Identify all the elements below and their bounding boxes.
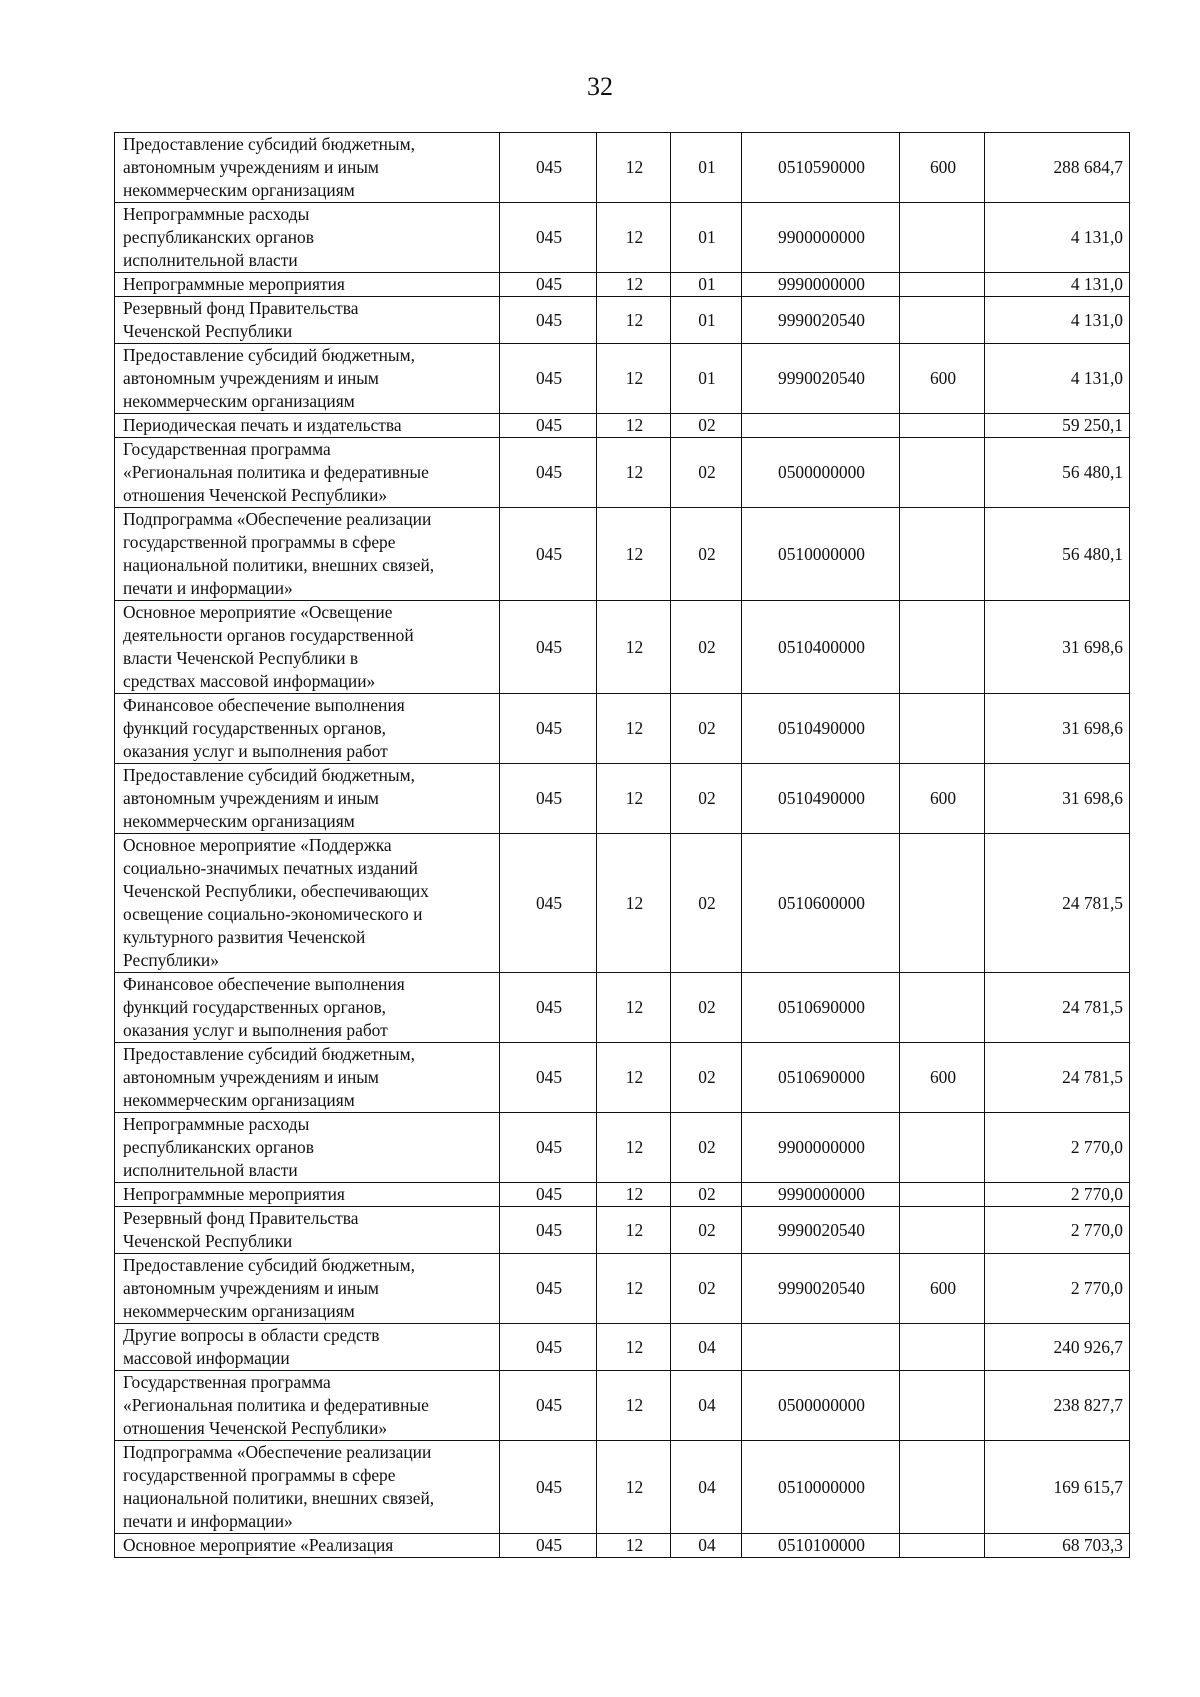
cell-grbs: 045 bbox=[500, 297, 597, 344]
item-name-line: Непрограммные расходы bbox=[123, 204, 310, 224]
cell-subsection: 01 bbox=[671, 203, 742, 273]
cell-amount: 2 770,0 bbox=[985, 1207, 1130, 1254]
cell-item-name bbox=[115, 344, 500, 414]
item-name-line: Основное мероприятие «Реализация bbox=[123, 1535, 394, 1555]
cell-expense-type bbox=[900, 834, 985, 973]
cell-subsection: 02 bbox=[671, 1254, 742, 1324]
cell-amount: 24 781,5 bbox=[985, 834, 1130, 973]
cell-subsection: 04 bbox=[671, 1534, 742, 1558]
cell-subsection: 02 bbox=[671, 1113, 742, 1183]
cell-expense-type: 600 bbox=[900, 1043, 985, 1113]
cell-target-article: 0510400000 bbox=[742, 601, 900, 694]
cell-expense-type bbox=[900, 1183, 985, 1207]
cell-expense-type bbox=[900, 1534, 985, 1558]
item-name-line: массовой информации bbox=[123, 1348, 290, 1368]
cell-section: 12 bbox=[597, 1371, 671, 1441]
table-row bbox=[115, 508, 1130, 601]
cell-subsection: 01 bbox=[671, 133, 742, 203]
cell-item-name bbox=[115, 414, 500, 438]
cell-target-article: 9990020540 bbox=[742, 1207, 900, 1254]
cell-target-article: 9990020540 bbox=[742, 1254, 900, 1324]
cell-amount: 4 131,0 bbox=[985, 273, 1130, 297]
item-name-line: социально-значимых печатных изданий bbox=[123, 858, 418, 878]
cell-amount: 59 250,1 bbox=[985, 414, 1130, 438]
cell-target-article: 9900000000 bbox=[742, 1113, 900, 1183]
item-name-line: государственной программы в сфере bbox=[123, 532, 396, 552]
item-name-line: Непрограммные мероприятия bbox=[123, 274, 345, 294]
table-row bbox=[115, 133, 1130, 203]
cell-section: 12 bbox=[597, 344, 671, 414]
cell-section: 12 bbox=[597, 297, 671, 344]
item-name-line: Чеченской Республики bbox=[123, 321, 293, 341]
cell-grbs: 045 bbox=[500, 1534, 597, 1558]
item-name-line: Государственная программа bbox=[123, 1372, 331, 1392]
cell-grbs: 045 bbox=[500, 1113, 597, 1183]
page-number: 32 bbox=[587, 72, 613, 101]
cell-target-article: 9990000000 bbox=[742, 1183, 900, 1207]
cell-grbs: 045 bbox=[500, 438, 597, 508]
table-row bbox=[115, 1324, 1130, 1371]
cell-grbs: 045 bbox=[500, 1371, 597, 1441]
item-name-line: некоммерческим организациям bbox=[123, 1301, 355, 1321]
cell-target-article: 0510690000 bbox=[742, 973, 900, 1043]
item-name-line: исполнительной власти bbox=[123, 1160, 298, 1180]
cell-grbs: 045 bbox=[500, 1441, 597, 1534]
cell-item-name bbox=[115, 1207, 500, 1254]
cell-expense-type bbox=[900, 1324, 985, 1371]
cell-amount: 68 703,3 bbox=[985, 1534, 1130, 1558]
table-row bbox=[115, 273, 1130, 297]
item-name-line: оказания услуг и выполнения работ bbox=[123, 741, 388, 761]
cell-amount: 31 698,6 bbox=[985, 764, 1130, 834]
cell-section: 12 bbox=[597, 973, 671, 1043]
item-name-line: национальной политики, внешних связей, bbox=[123, 1488, 435, 1508]
cell-amount: 2 770,0 bbox=[985, 1254, 1130, 1324]
cell-item-name bbox=[115, 1113, 500, 1183]
item-name-line: власти Чеченской Республики в bbox=[123, 648, 359, 668]
item-name-line: «Региональная политика и федеративные bbox=[123, 1395, 429, 1415]
table-row bbox=[115, 1043, 1130, 1113]
cell-subsection: 04 bbox=[671, 1371, 742, 1441]
cell-item-name bbox=[115, 273, 500, 297]
item-name-line: Предоставление субсидий бюджетным, bbox=[123, 1255, 415, 1275]
cell-grbs: 045 bbox=[500, 1254, 597, 1324]
cell-subsection: 02 bbox=[671, 508, 742, 601]
cell-item-name bbox=[115, 508, 500, 601]
item-name-line: Предоставление субсидий бюджетным, bbox=[123, 1044, 415, 1064]
item-name-line: Подпрограмма «Обеспечение реализации bbox=[123, 509, 432, 529]
cell-item-name bbox=[115, 203, 500, 273]
cell-expense-type bbox=[900, 601, 985, 694]
cell-section: 12 bbox=[597, 1324, 671, 1371]
cell-target-article: 9990020540 bbox=[742, 344, 900, 414]
table-row bbox=[115, 1254, 1130, 1324]
table-row bbox=[115, 1207, 1130, 1254]
cell-item-name bbox=[115, 1043, 500, 1113]
item-name-line: средствах массовой информации» bbox=[123, 671, 376, 691]
item-name-line: функций государственных органов, bbox=[123, 997, 387, 1017]
cell-expense-type bbox=[900, 297, 985, 344]
cell-grbs: 045 bbox=[500, 133, 597, 203]
cell-grbs: 045 bbox=[500, 273, 597, 297]
item-name-line: Чеченской Республики bbox=[123, 1231, 293, 1251]
cell-grbs: 045 bbox=[500, 694, 597, 764]
cell-item-name bbox=[115, 601, 500, 694]
cell-expense-type bbox=[900, 973, 985, 1043]
item-name-line: республиканских органов bbox=[123, 227, 314, 247]
cell-target-article: 0510590000 bbox=[742, 133, 900, 203]
cell-subsection: 02 bbox=[671, 694, 742, 764]
cell-target-article: 0510490000 bbox=[742, 764, 900, 834]
cell-grbs: 045 bbox=[500, 1207, 597, 1254]
cell-section: 12 bbox=[597, 1441, 671, 1534]
cell-subsection: 02 bbox=[671, 1207, 742, 1254]
cell-expense-type bbox=[900, 1207, 985, 1254]
cell-section: 12 bbox=[597, 1534, 671, 1558]
item-name-line: Предоставление субсидий бюджетным, bbox=[123, 765, 415, 785]
item-name-line: Предоставление субсидий бюджетным, bbox=[123, 345, 415, 365]
cell-section: 12 bbox=[597, 438, 671, 508]
item-name-line: Предоставление субсидий бюджетным, bbox=[123, 134, 415, 154]
cell-item-name bbox=[115, 438, 500, 508]
item-name-line: Республики» bbox=[123, 950, 219, 970]
cell-target-article: 0510690000 bbox=[742, 1043, 900, 1113]
item-name-line: «Региональная политика и федеративные bbox=[123, 462, 429, 482]
cell-item-name bbox=[115, 1254, 500, 1324]
table-row bbox=[115, 438, 1130, 508]
cell-expense-type bbox=[900, 414, 985, 438]
cell-amount: 31 698,6 bbox=[985, 601, 1130, 694]
cell-amount: 288 684,7 bbox=[985, 133, 1130, 203]
cell-expense-type bbox=[900, 1371, 985, 1441]
item-name-line: некоммерческим организациям bbox=[123, 811, 355, 831]
item-name-line: оказания услуг и выполнения работ bbox=[123, 1020, 388, 1040]
cell-section: 12 bbox=[597, 1113, 671, 1183]
item-name-line: некоммерческим организациям bbox=[123, 391, 355, 411]
cell-target-article: 0500000000 bbox=[742, 1371, 900, 1441]
cell-target-article: 0510000000 bbox=[742, 508, 900, 601]
cell-grbs: 045 bbox=[500, 764, 597, 834]
cell-section: 12 bbox=[597, 1254, 671, 1324]
cell-section: 12 bbox=[597, 133, 671, 203]
item-name-line: Другие вопросы в области средств bbox=[123, 1325, 380, 1345]
cell-amount: 240 926,7 bbox=[985, 1324, 1130, 1371]
item-name-line: государственной программы в сфере bbox=[123, 1465, 396, 1485]
cell-amount: 4 131,0 bbox=[985, 344, 1130, 414]
table-row bbox=[115, 414, 1130, 438]
table-row bbox=[115, 1113, 1130, 1183]
item-name-line: исполнительной власти bbox=[123, 250, 298, 270]
cell-grbs: 045 bbox=[500, 344, 597, 414]
cell-subsection: 01 bbox=[671, 273, 742, 297]
item-name-line: отношения Чеченской Республики» bbox=[123, 485, 388, 505]
cell-subsection: 02 bbox=[671, 764, 742, 834]
cell-amount: 4 131,0 bbox=[985, 297, 1130, 344]
cell-section: 12 bbox=[597, 764, 671, 834]
cell-grbs: 045 bbox=[500, 1043, 597, 1113]
item-name-line: деятельности органов государственной bbox=[123, 625, 414, 645]
item-name-line: автономным учреждениям и иным bbox=[123, 1278, 379, 1298]
cell-expense-type bbox=[900, 508, 985, 601]
cell-expense-type: 600 bbox=[900, 344, 985, 414]
cell-subsection: 02 bbox=[671, 601, 742, 694]
item-name-line: национальной политики, внешних связей, bbox=[123, 555, 435, 575]
cell-amount: 56 480,1 bbox=[985, 508, 1130, 601]
cell-section: 12 bbox=[597, 834, 671, 973]
cell-section: 12 bbox=[597, 414, 671, 438]
table-row bbox=[115, 297, 1130, 344]
cell-amount: 56 480,1 bbox=[985, 438, 1130, 508]
budget-table bbox=[114, 132, 1130, 1558]
cell-target-article bbox=[742, 1324, 900, 1371]
cell-expense-type bbox=[900, 438, 985, 508]
cell-section: 12 bbox=[597, 1207, 671, 1254]
table-row bbox=[115, 834, 1130, 973]
item-name-line: автономным учреждениям и иным bbox=[123, 157, 379, 177]
cell-section: 12 bbox=[597, 203, 671, 273]
cell-grbs: 045 bbox=[500, 973, 597, 1043]
cell-amount: 2 770,0 bbox=[985, 1183, 1130, 1207]
item-name-line: автономным учреждениям и иным bbox=[123, 788, 379, 808]
cell-expense-type: 600 bbox=[900, 1254, 985, 1324]
cell-grbs: 045 bbox=[500, 508, 597, 601]
cell-section: 12 bbox=[597, 694, 671, 764]
cell-expense-type bbox=[900, 1441, 985, 1534]
item-name-line: культурного развития Чеченской bbox=[123, 927, 366, 947]
item-name-line: Подпрограмма «Обеспечение реализации bbox=[123, 1442, 432, 1462]
cell-section: 12 bbox=[597, 273, 671, 297]
cell-grbs: 045 bbox=[500, 1183, 597, 1207]
item-name-line: Финансовое обеспечение выполнения bbox=[123, 974, 405, 994]
cell-subsection: 04 bbox=[671, 1441, 742, 1534]
table-row bbox=[115, 1534, 1130, 1558]
cell-amount: 169 615,7 bbox=[985, 1441, 1130, 1534]
item-name-line: республиканских органов bbox=[123, 1137, 314, 1157]
cell-amount: 4 131,0 bbox=[985, 203, 1130, 273]
budget-table-body bbox=[115, 133, 1130, 1558]
item-name-line: Резервный фонд Правительства bbox=[123, 298, 359, 318]
item-name-line: Чеченской Республики, обеспечивающих bbox=[123, 881, 429, 901]
item-name-line: Периодическая печать и издательства bbox=[123, 415, 402, 435]
cell-target-article: 0510000000 bbox=[742, 1441, 900, 1534]
cell-subsection: 02 bbox=[671, 438, 742, 508]
item-name-line: печати и информации» bbox=[123, 1511, 293, 1531]
cell-grbs: 045 bbox=[500, 414, 597, 438]
table-row bbox=[115, 1183, 1130, 1207]
cell-grbs: 045 bbox=[500, 834, 597, 973]
cell-item-name bbox=[115, 1534, 500, 1558]
cell-item-name bbox=[115, 297, 500, 344]
table-row bbox=[115, 1371, 1130, 1441]
cell-item-name bbox=[115, 1324, 500, 1371]
cell-subsection: 02 bbox=[671, 1183, 742, 1207]
item-name-line: Основное мероприятие «Поддержка bbox=[123, 835, 392, 855]
item-name-line: некоммерческим организациям bbox=[123, 1090, 355, 1110]
table-row bbox=[115, 694, 1130, 764]
cell-target-article: 0510600000 bbox=[742, 834, 900, 973]
cell-item-name bbox=[115, 1441, 500, 1534]
cell-amount: 31 698,6 bbox=[985, 694, 1130, 764]
cell-subsection: 02 bbox=[671, 414, 742, 438]
item-name-line: автономным учреждениям и иным bbox=[123, 1067, 379, 1087]
cell-amount: 24 781,5 bbox=[985, 973, 1130, 1043]
cell-item-name bbox=[115, 973, 500, 1043]
cell-subsection: 02 bbox=[671, 834, 742, 973]
cell-grbs: 045 bbox=[500, 203, 597, 273]
cell-section: 12 bbox=[597, 601, 671, 694]
item-name-line: Непрограммные расходы bbox=[123, 1114, 310, 1134]
cell-item-name bbox=[115, 694, 500, 764]
cell-expense-type bbox=[900, 1113, 985, 1183]
item-name-line: автономным учреждениям и иным bbox=[123, 368, 379, 388]
table-row bbox=[115, 973, 1130, 1043]
item-name-line: некоммерческим организациям bbox=[123, 180, 355, 200]
cell-subsection: 01 bbox=[671, 297, 742, 344]
cell-grbs: 045 bbox=[500, 601, 597, 694]
cell-target-article: 9990000000 bbox=[742, 273, 900, 297]
item-name-line: функций государственных органов, bbox=[123, 718, 387, 738]
cell-amount: 238 827,7 bbox=[985, 1371, 1130, 1441]
item-name-line: Основное мероприятие «Освещение bbox=[123, 602, 393, 622]
table-row bbox=[115, 344, 1130, 414]
cell-target-article: 9900000000 bbox=[742, 203, 900, 273]
cell-amount: 24 781,5 bbox=[985, 1043, 1130, 1113]
cell-target-article: 0500000000 bbox=[742, 438, 900, 508]
cell-section: 12 bbox=[597, 1043, 671, 1113]
table-row bbox=[115, 601, 1130, 694]
cell-section: 12 bbox=[597, 508, 671, 601]
item-name-line: освещение социально-экономического и bbox=[123, 904, 423, 924]
cell-target-article bbox=[742, 414, 900, 438]
cell-subsection: 02 bbox=[671, 1043, 742, 1113]
cell-item-name bbox=[115, 764, 500, 834]
cell-subsection: 02 bbox=[671, 973, 742, 1043]
cell-expense-type: 600 bbox=[900, 133, 985, 203]
cell-item-name bbox=[115, 1371, 500, 1441]
cell-expense-type bbox=[900, 694, 985, 764]
cell-amount: 2 770,0 bbox=[985, 1113, 1130, 1183]
table-row bbox=[115, 203, 1130, 273]
cell-target-article: 0510490000 bbox=[742, 694, 900, 764]
item-name-line: Государственная программа bbox=[123, 439, 331, 459]
cell-grbs: 045 bbox=[500, 1324, 597, 1371]
cell-target-article: 0510100000 bbox=[742, 1534, 900, 1558]
item-name-line: Резервный фонд Правительства bbox=[123, 1208, 359, 1228]
cell-expense-type: 600 bbox=[900, 764, 985, 834]
cell-subsection: 01 bbox=[671, 344, 742, 414]
table-row bbox=[115, 764, 1130, 834]
cell-expense-type bbox=[900, 273, 985, 297]
item-name-line: печати и информации» bbox=[123, 578, 293, 598]
cell-item-name bbox=[115, 1183, 500, 1207]
item-name-line: Непрограммные мероприятия bbox=[123, 1184, 345, 1204]
cell-item-name bbox=[115, 834, 500, 973]
cell-target-article: 9990020540 bbox=[742, 297, 900, 344]
item-name-line: отношения Чеченской Республики» bbox=[123, 1418, 388, 1438]
table-row bbox=[115, 1441, 1130, 1534]
cell-subsection: 04 bbox=[671, 1324, 742, 1371]
item-name-line: Финансовое обеспечение выполнения bbox=[123, 695, 405, 715]
cell-item-name bbox=[115, 133, 500, 203]
cell-section: 12 bbox=[597, 1183, 671, 1207]
cell-expense-type bbox=[900, 203, 985, 273]
